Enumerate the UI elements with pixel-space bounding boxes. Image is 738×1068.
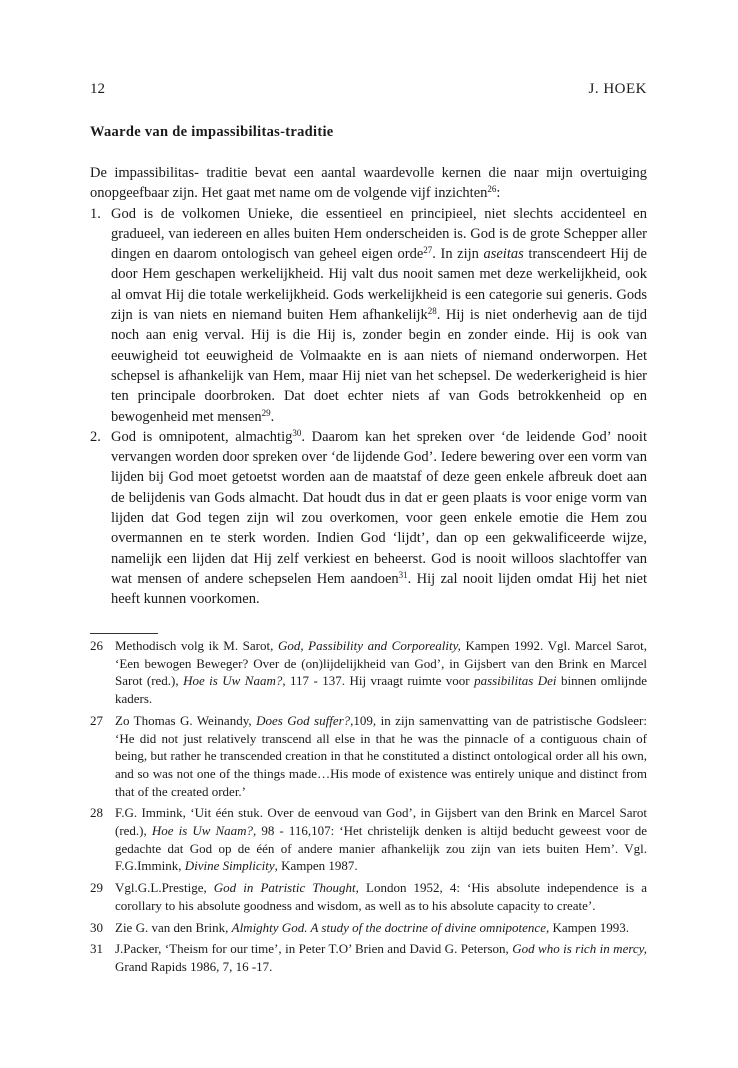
footnote-27 bbox=[90, 712, 647, 801]
footnote-31 bbox=[90, 940, 647, 975]
running-header bbox=[90, 79, 647, 99]
footnote-divider bbox=[90, 633, 158, 634]
footnote-ref-27[interactable]: 27 bbox=[423, 245, 433, 256]
page-number: 12 bbox=[90, 81, 105, 97]
footnote-text: Zie G. van den Brink, Almighty God. A study of the doctrine of divine omnipotence, Kampen 1993. bbox=[115, 919, 630, 935]
footnote-text: F.G. Immink, ‘Uit één stuk. Over de eenvoud van God’, in Gijsbert van den Brink en Marcel Sarot (red.), Hoe is Uw Naam?, 98 - 116,107: ‘Het christelijk denken is altijd beducht geweest voor de gedachte dat God op de één of andere manier afhankelijk zou zijn van iets buiten Hem’. Vgl. F.G.Immink, Divine Simplicity, Kampen 1987. bbox=[115, 805, 647, 874]
section-title: Waarde van de impassibilitas-traditie bbox=[90, 124, 334, 140]
footnotes bbox=[90, 637, 647, 980]
footnote-number: 31 bbox=[90, 941, 103, 957]
footnote-number: 30 bbox=[90, 919, 103, 935]
footnote-text: Methodisch volg ik M. Sarot, God, Passibility and Corporeality, Kampen 1992. Vgl. Marcel Sarot, ‘Een bewogen Beweger? Over de (on)lijdelijkheid van God’, in Gijsbert van den Brink en Marcel Sarot (red.), Hoe is Uw Naam?, 117 - 137. Hij vraagt ruimte voor passibilitas Dei binnen omlijnde kaders. bbox=[115, 638, 647, 707]
footnote-ref-29[interactable]: 29 bbox=[261, 407, 271, 418]
intro-paragraph: De impassibilitas- traditie bevat een aantal waardevolle kernen die naar mijn overtuiging onopgeefbaar zijn. Het gaat met name om de volgende vijf inzichten$^{26}$: bbox=[90, 165, 647, 202]
list-item-text: God is de volkomen Unieke, die essentieel en principieel, niet slechts accidenteel en gradueel, van iedereen en alles buiten Hem onderscheiden is. God is de grote Schepper aller dingen en daarom ontologisch van geheel eigen orde$^{27}$. In zijn aseitas transcendeert Hij de door Hem geschapen werkelijkheid. Hij valt dus nooit samen met deze werkelijkheid, ook al omvat Hij die totale werkelijkheid. Gods werkelijkheid is een categorie sui generis. Gods zijn is van niets en niemand buiten Hem afhankelijk$^{28}$. Hij is niet onderhevig aan de tijd noch aan enig verval. Hij is die Hij is, zonder begin en zonder einde. Hij is ook van eeuwigheid tot eeuwigheid de Volmaakte en is aan niets of niemand onderworpen. Het schepsel is afhankelijk van Hem, maar Hij niet van het schepsel. De wederkerigheid is hier ten principale doorbroken. Dat doet echter niets af van Gods betrokkenheid op en bewogenheid met mensen$^{29}$. bbox=[111, 205, 647, 425]
footnote-text: Vgl.G.L.Prestige, God in Patristic Thought, London 1952, 4: ‘His absolute independence is a corollary to his absolute goodness and wisdom, as well as to his absolute capacity to create’. bbox=[115, 880, 647, 913]
footnote-26 bbox=[90, 637, 647, 708]
footnote-number: 27 bbox=[90, 712, 103, 728]
footnote-ref-31[interactable]: 31 bbox=[398, 569, 408, 580]
footnote-text: J.Packer, ‘Theism for our time’, in Peter T.O’ Brien and David G. Peterson, God who is rich in mercy, Grand Rapids 1986, 7, 16 -17. bbox=[115, 941, 647, 974]
running-head-author: J. HOEK bbox=[588, 81, 647, 97]
footnote-ref-26[interactable]: 26 bbox=[487, 184, 497, 195]
list-number: 1. bbox=[90, 205, 101, 222]
footnote-28 bbox=[90, 804, 647, 875]
list-item-text: God is omnipotent, almachtig$^{30}$. Daarom kan het spreken over ‘de leidende God’ nooit vervangen worden door spreken over ‘de lijdende God’. Iedere bewering over een vorm van lijden bij God moet getoetst worden aan de maatstaf of deze geen enkele afbreuk doet aan de belijdenis van Gods almacht. Dat houdt dus in dat er geen plaats is voor enige vorm van lijden dat God tegen zijn wil zou overkomen, voor geen enkele emotie die Hem zou overmannen en te sterk worden. Indien God ‘lijdt’, dan op een gekwalificeerde wijze, namelijk een lijden dat Hij zelf verkiest en beheerst. God is nooit willoos slachtoffer van wat mensen of andere schepselen Hem aandoen$^{31}$. Hij zal nooit lijden omdat Hij het niet heeft kunnen voorkomen. bbox=[111, 427, 647, 608]
footnote-text: Zo Thomas G. Weinandy, Does God suffer?,109, in zijn samenvatting van de patristische Godsleer: ‘He did not just relatively transcend all else in that he was the pinnacle of a contiguous chain of being, but rather he transcended creation in that he constituted a distinct ontological order all his own, and so was not one of the things made…His mode of existence was entirely unique and distinct from that of the created order.’ bbox=[115, 712, 647, 799]
list-item-2 bbox=[90, 427, 647, 610]
list-number: 2. bbox=[90, 428, 101, 445]
footnote-number: 28 bbox=[90, 805, 103, 821]
footnote-30 bbox=[90, 919, 647, 937]
list-item-1 bbox=[90, 204, 647, 427]
footnote-number: 26 bbox=[90, 638, 103, 653]
footnote-29 bbox=[90, 879, 647, 914]
body-text bbox=[90, 163, 647, 610]
footnote-ref-30[interactable]: 30 bbox=[292, 427, 302, 438]
footnote-ref-28[interactable]: 28 bbox=[427, 306, 437, 317]
footnote-number: 29 bbox=[90, 880, 103, 896]
